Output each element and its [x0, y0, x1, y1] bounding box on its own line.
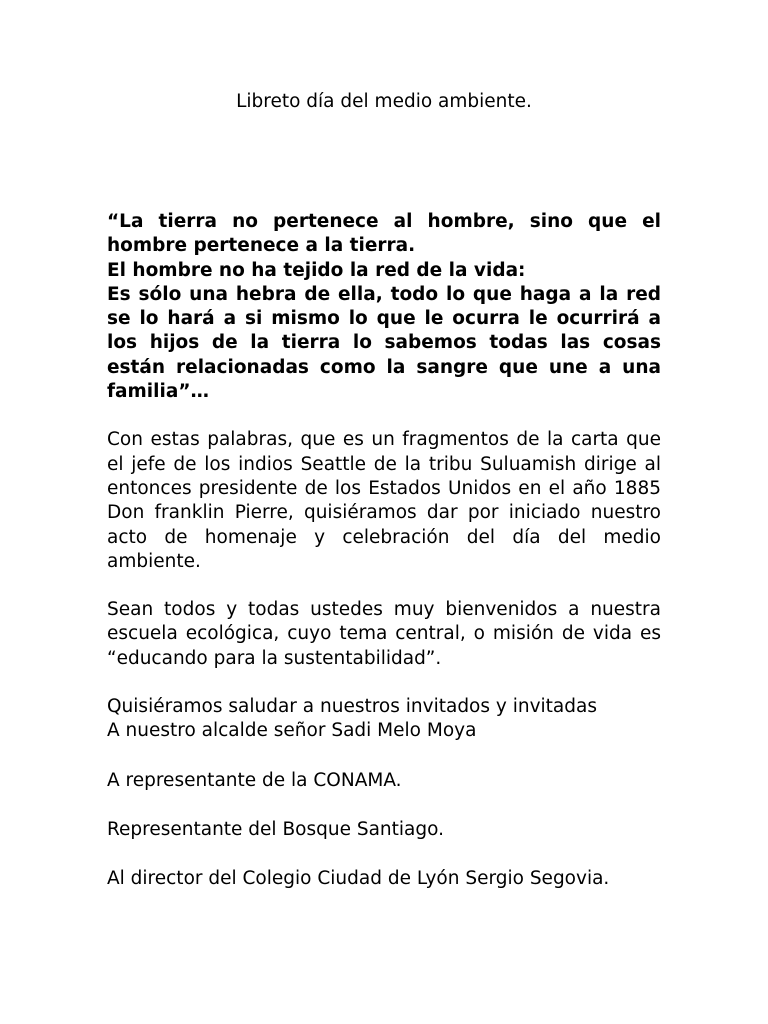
quote-line-3: Es sólo una hebra de ella, todo lo que haga a la red se lo hará a si mismo lo que le ocurra le ocurrirá a los hijos de la tierra lo sabemos todas las cosas están relacionadas como la sangre que une a una familia”… — [107, 283, 661, 403]
quote-line-2: El hombre no ha tejido la red de la vida: — [107, 259, 526, 281]
document-title: Libreto día del medio ambiente. — [236, 91, 532, 112]
greeting-paragraph — [107, 695, 661, 744]
quote-line-1: “La tierra no pertenece al hombre, sino que el hombre pertenece a la tierra. — [107, 211, 661, 257]
bosque-paragraph: Representante del Bosque Santiago. — [107, 818, 444, 840]
document-body — [107, 210, 661, 892]
intro-paragraph: Con estas palabras, que es un fragmentos de la carta que el jefe de los indios Seattle de la tribu Suluamish dirige al entonces presidente de los Estados Unidos en el año 1885 Don franklin Pierre, quisiéramos dar por iniciado nuestro acto de homenaje y celebración del día del medio ambiente. — [107, 429, 661, 572]
conama-paragraph: A representante de la CONAMA. — [107, 769, 402, 791]
greeting-line-2: A nuestro alcalde señor Sadi Melo Moya — [107, 720, 477, 742]
welcome-paragraph: Sean todos y todas ustedes muy bienvenidos a nuestra escuela ecológica, cuyo tema central, o misión de vida es “educando para la sustentabilidad”. — [107, 599, 661, 669]
seattle-quote — [107, 210, 661, 404]
director-paragraph: Al director del Colegio Ciudad de Lyón Sergio Segovia. — [107, 868, 610, 890]
greeting-line-1: Quisiéramos saludar a nuestros invitados y invitadas — [107, 696, 597, 718]
